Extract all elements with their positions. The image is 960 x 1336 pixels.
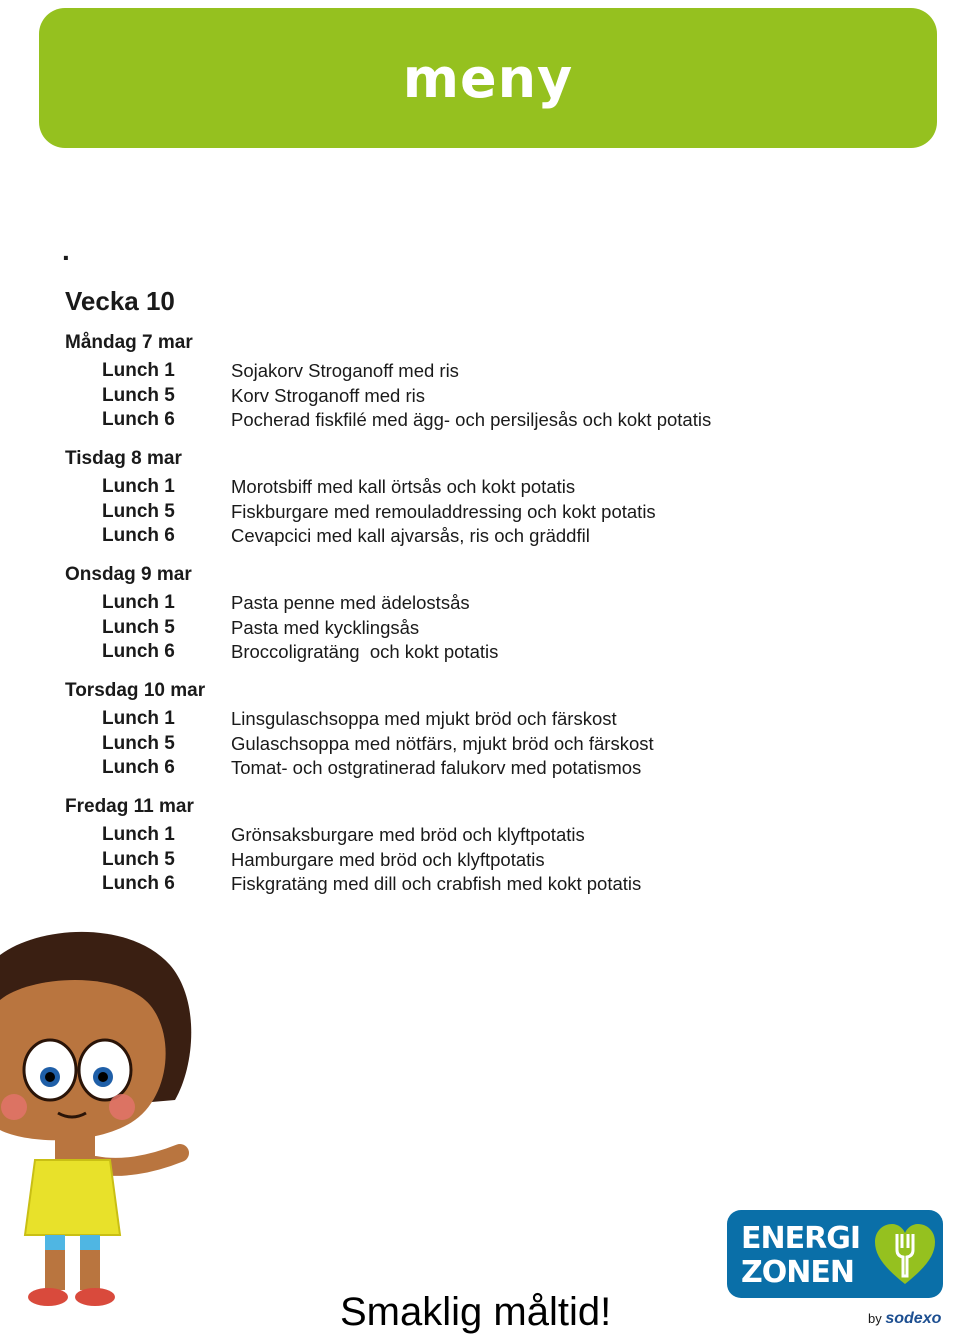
cartoon-girl-illustration bbox=[0, 925, 220, 1325]
lunch-label: Lunch 6 bbox=[102, 873, 175, 894]
dish-name: Korv Stroganoff med ris bbox=[231, 384, 425, 406]
menu-row bbox=[65, 384, 925, 409]
dish-name: Hamburgare med bröd och klyftpotatis bbox=[231, 848, 545, 870]
menu-row bbox=[65, 591, 925, 616]
lunch-label: Lunch 5 bbox=[102, 732, 175, 754]
lunch-label: Lunch 6 bbox=[102, 525, 175, 546]
dish-name: Pocherad fiskfilé med ägg- och persiljesås och kokt potatis bbox=[231, 409, 712, 430]
day-wednesday bbox=[65, 563, 925, 665]
day-monday bbox=[65, 331, 925, 433]
bullet-mark: . bbox=[62, 235, 70, 266]
day-title: Onsdag 9 mar bbox=[65, 564, 192, 585]
day-title: Fredag 11 mar bbox=[65, 796, 194, 817]
menu-title: meny bbox=[402, 47, 574, 110]
menu-row bbox=[65, 359, 925, 384]
dish-name: Linsgulaschsoppa med mjukt bröd och färskost bbox=[231, 708, 617, 729]
day-title: Tisdag 8 mar bbox=[65, 448, 182, 469]
week-heading: Vecka 10 bbox=[65, 286, 175, 316]
menu-row bbox=[65, 823, 925, 848]
heart-fork-icon bbox=[875, 1224, 935, 1286]
menu-banner bbox=[39, 8, 937, 148]
sodexo-credit bbox=[868, 1310, 941, 1328]
menu-row bbox=[65, 756, 925, 781]
logo-line-2: ZONEN bbox=[741, 1255, 854, 1290]
lunch-label: Lunch 5 bbox=[102, 616, 175, 638]
closing-message: Smaklig måltid! bbox=[340, 1290, 612, 1334]
menu-row bbox=[65, 707, 925, 732]
menu-row bbox=[65, 640, 925, 665]
day-title: Torsdag 10 mar bbox=[65, 680, 206, 701]
menu-row bbox=[65, 616, 925, 641]
menu-row bbox=[65, 408, 925, 433]
lunch-label: Lunch 5 bbox=[102, 848, 175, 870]
sodexo-brand: sodexo bbox=[885, 1310, 942, 1327]
lunch-label: Lunch 6 bbox=[102, 757, 175, 778]
lunch-label: Lunch 6 bbox=[102, 641, 175, 662]
by-text: by bbox=[868, 1311, 882, 1326]
lunch-label: Lunch 1 bbox=[102, 824, 175, 845]
dish-name: Gulaschsoppa med nötfärs, mjukt bröd och färskost bbox=[231, 732, 654, 754]
day-title: Måndag 7 mar bbox=[65, 332, 193, 353]
menu-row bbox=[65, 500, 925, 525]
menu-row bbox=[65, 848, 925, 873]
lunch-label: Lunch 6 bbox=[102, 409, 175, 430]
dish-name: Cevapcici med kall ajvarsås, ris och gräddfil bbox=[231, 525, 590, 546]
lunch-label: Lunch 1 bbox=[102, 476, 175, 497]
menu-row bbox=[65, 475, 925, 500]
dish-name: Tomat- och ostgratinerad falukorv med potatismos bbox=[231, 757, 642, 778]
dish-name: Pasta med kycklingsås bbox=[231, 616, 420, 638]
lunch-label: Lunch 5 bbox=[102, 500, 175, 522]
menu-row bbox=[65, 732, 925, 757]
day-thursday bbox=[65, 679, 925, 781]
dish-name: Pasta penne med ädelostsås bbox=[231, 592, 470, 613]
day-friday bbox=[65, 795, 925, 897]
lunch-label: Lunch 1 bbox=[102, 708, 175, 729]
dish-name: Fiskburgare med remouladdressing och kokt potatis bbox=[231, 500, 656, 522]
lunch-label: Lunch 1 bbox=[102, 592, 175, 613]
dish-name: Broccoligratäng och kokt potatis bbox=[231, 641, 499, 662]
logo-line-1: ENERGI bbox=[741, 1221, 860, 1256]
dish-name: Grönsaksburgare med bröd och klyftpotatis bbox=[231, 824, 585, 845]
energizonen-logo bbox=[727, 1210, 943, 1298]
menu-row bbox=[65, 872, 925, 897]
dish-name: Morotsbiff med kall örtsås och kokt potatis bbox=[231, 476, 576, 497]
menu-row bbox=[65, 524, 925, 549]
day-tuesday bbox=[65, 447, 925, 549]
dish-name: Fiskgratäng med dill och crabfish med kokt potatis bbox=[231, 873, 642, 894]
lunch-label: Lunch 5 bbox=[102, 384, 175, 406]
dish-name: Sojakorv Stroganoff med ris bbox=[231, 360, 459, 381]
lunch-label: Lunch 1 bbox=[102, 360, 175, 381]
